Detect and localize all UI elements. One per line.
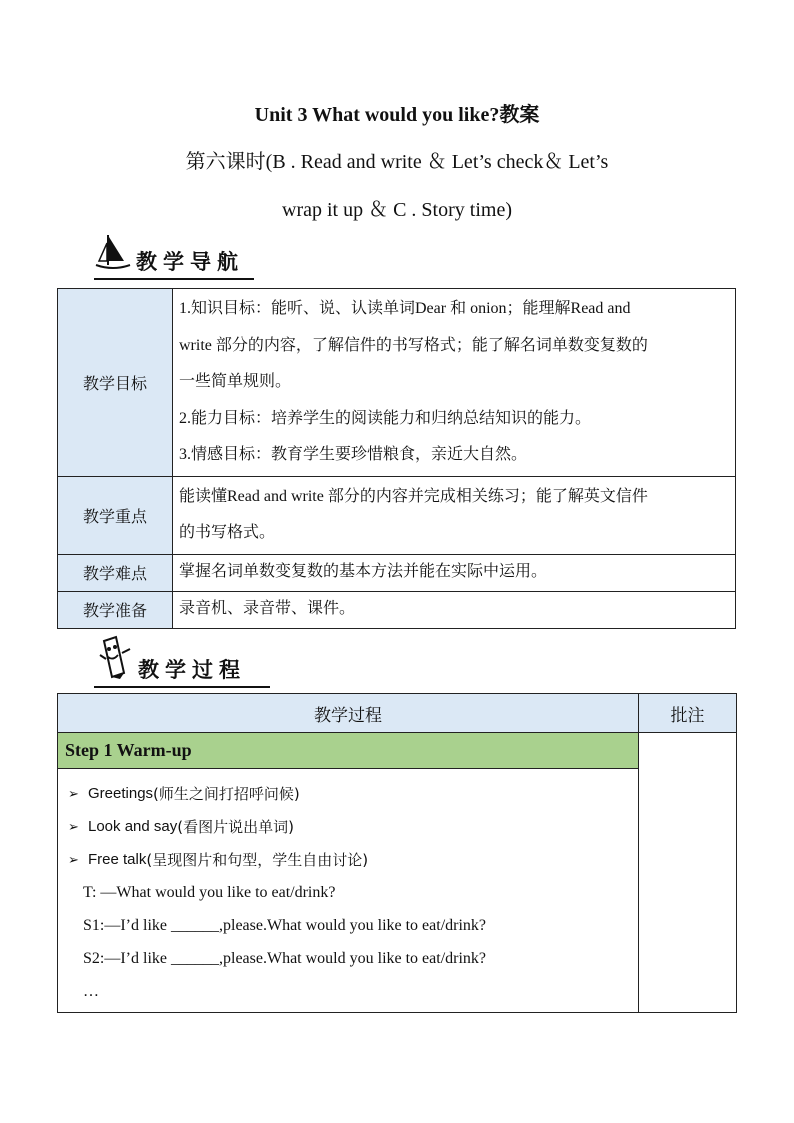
table-row bbox=[58, 769, 737, 1013]
doc-subtitle-line2: wrap it up ＆ C . Story time) bbox=[282, 199, 512, 221]
step-title: Step 1 Warm-up bbox=[58, 733, 639, 769]
text-line: write 部分的内容，了解信件的书写格式；能了解名词单数变复数的 bbox=[179, 336, 648, 354]
text-line: 掌握名词单数变复数的基本方法并能在实际中运用。 bbox=[179, 562, 548, 580]
row-key: 教学准备 bbox=[58, 591, 173, 628]
table-header-row bbox=[58, 694, 737, 733]
row-key: 教学重点 bbox=[58, 476, 173, 554]
dialogue-line: T: —What would you like to eat/drink? bbox=[83, 884, 336, 901]
list-item bbox=[66, 810, 634, 843]
text-line: 1.知识目标：能听、说、认读单词Dear 和 onion；能理解Read and bbox=[179, 300, 631, 317]
doc-subtitle-line1: 第六课时(B . Read and write ＆ Let’s check＆ Let’s bbox=[185, 151, 609, 173]
doc-title: Unit 3 What would you like?教案 bbox=[254, 104, 540, 126]
dialogue-line: S2:—I’d like ______,please.What would you like to eat/drink? bbox=[83, 950, 487, 967]
notes-cell bbox=[639, 733, 737, 1013]
text-line: 3.情感目标：教育学生要珍惜粮食，亲近大自然。 bbox=[179, 446, 528, 463]
row-value bbox=[173, 554, 736, 591]
teaching-goals-table bbox=[57, 288, 736, 629]
section-label-process: 教学过程 bbox=[138, 658, 246, 682]
text-line: 一些简单规则。 bbox=[179, 373, 292, 390]
bullet-note: (看图片说出单词) bbox=[177, 818, 294, 836]
bullet-title: Free talk bbox=[88, 851, 147, 868]
dialogue-line: S1:—I’d like ______,please.What would you like to eat/drink? bbox=[83, 917, 487, 934]
table-row bbox=[58, 289, 736, 477]
list-item bbox=[66, 843, 634, 876]
text-line: 能读懂Read and write 部分的内容并完成相关练习；能了解英文信件 bbox=[179, 487, 648, 505]
text-line: 的书写格式。 bbox=[179, 524, 276, 541]
row-value bbox=[173, 476, 736, 554]
section-heading-process bbox=[94, 638, 270, 684]
text-line: 2.能力目标：培养学生的阅读能力和归纳总结知识的能力。 bbox=[179, 409, 592, 427]
table-row bbox=[58, 591, 736, 628]
table-row bbox=[58, 476, 736, 554]
column-header-notes: 批注 bbox=[639, 694, 737, 733]
row-key: 教学难点 bbox=[58, 554, 173, 591]
column-header-process: 教学过程 bbox=[58, 694, 639, 733]
row-value bbox=[173, 591, 736, 628]
row-value bbox=[173, 289, 736, 477]
teaching-process-table bbox=[57, 693, 737, 1013]
arrow-bullet-icon: ➢ bbox=[68, 851, 79, 867]
sailboat-icon bbox=[94, 233, 132, 276]
bullet-note: (呈现图片和句型，学生自由讨论) bbox=[146, 851, 369, 869]
dialogue-line: … bbox=[83, 983, 99, 1000]
arrow-bullet-icon: ➢ bbox=[68, 818, 79, 834]
bullet-title: Look and say bbox=[88, 818, 178, 835]
bullet-note: (师生之间打招呼问候) bbox=[153, 785, 300, 803]
table-row bbox=[58, 554, 736, 591]
step-content bbox=[58, 769, 639, 1013]
table-row bbox=[58, 733, 737, 769]
list-item bbox=[66, 777, 634, 810]
arrow-bullet-icon: ➢ bbox=[68, 785, 79, 801]
row-key: 教学目标 bbox=[58, 289, 173, 477]
section-heading-navigation bbox=[94, 236, 254, 276]
pencil-figure-icon bbox=[94, 635, 134, 684]
bullet-title: Greetings bbox=[88, 785, 154, 802]
section-label-navigation: 教学导航 bbox=[136, 250, 244, 274]
text-line: 录音机、录音带、课件。 bbox=[179, 599, 356, 617]
